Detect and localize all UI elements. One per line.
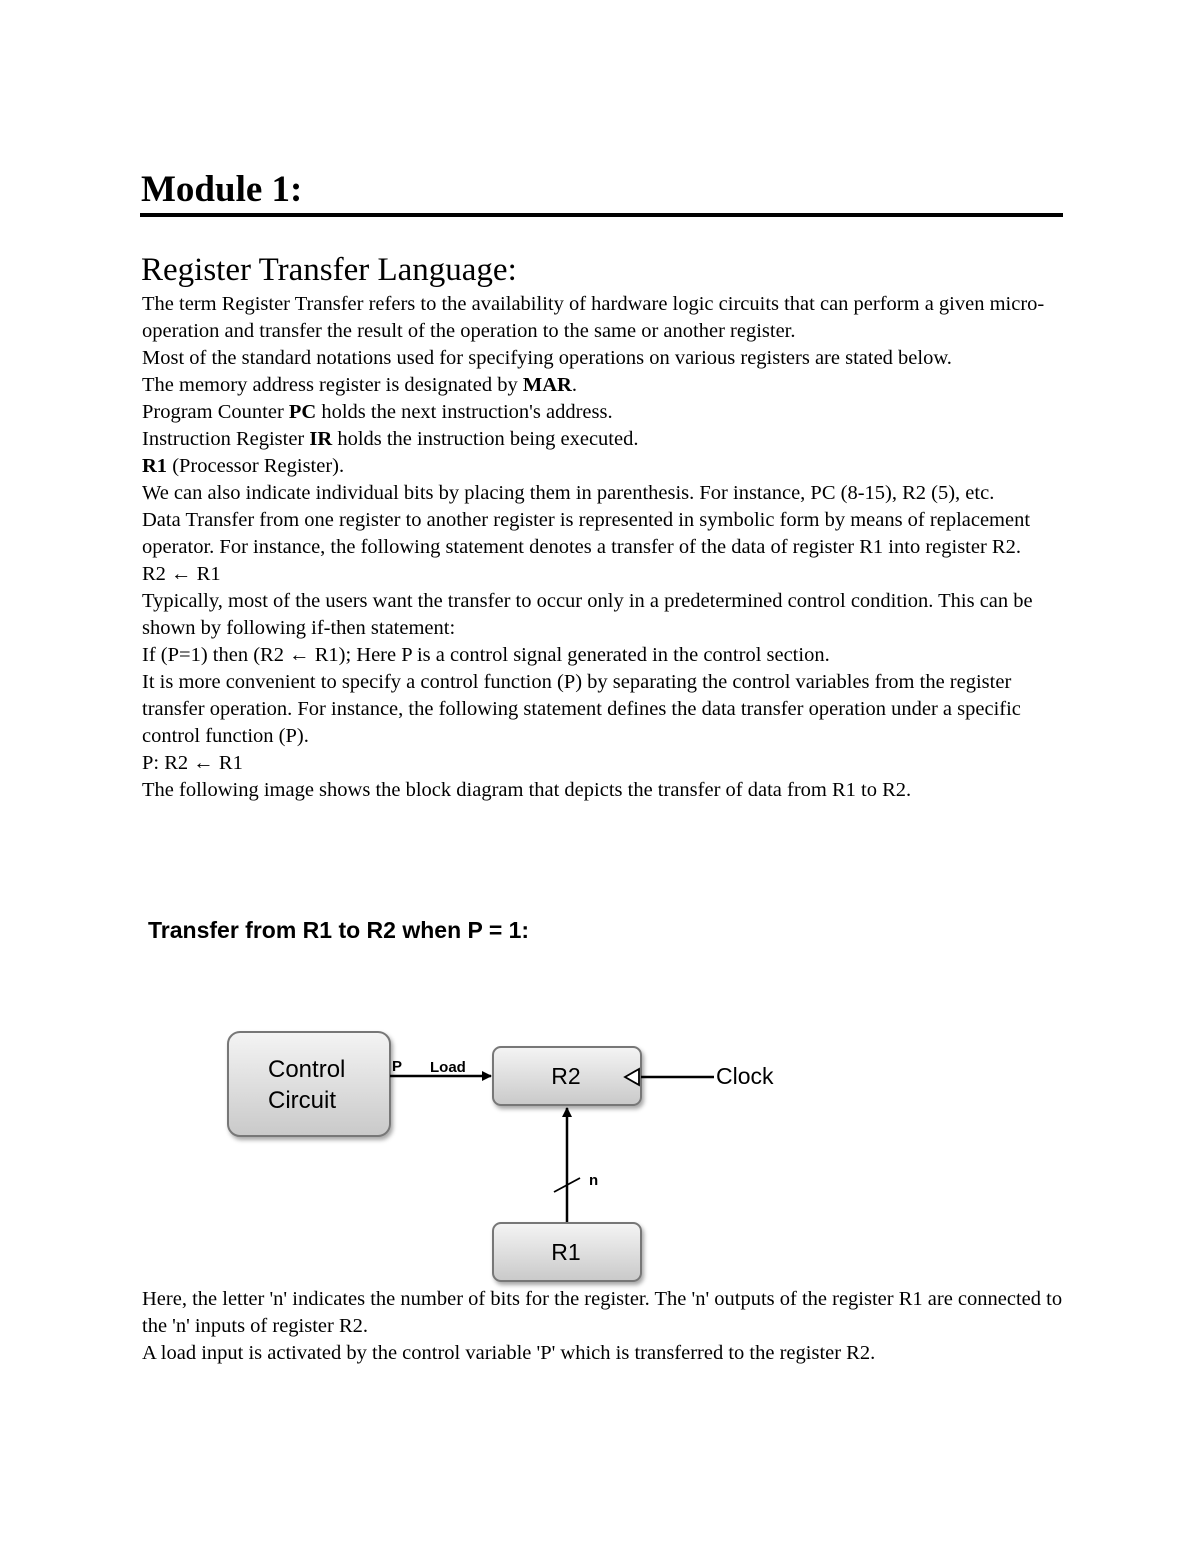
clock-label: Clock — [716, 1063, 774, 1089]
pc-term: PC — [288, 401, 317, 423]
explanation-text — [142, 1286, 1067, 1367]
paragraph-condition: Typically, most of the users want the transfer to occur only in a predetermined control condition. This can be shown by following if-then statement: — [142, 590, 1033, 639]
paragraph-definition: The term Register Transfer refers to the availability of hardware logic circuits that can perform a given micro-operation and transfer the result of the operation to the same or another register. — [142, 293, 1045, 342]
r1-label: R1 — [551, 1239, 581, 1265]
paragraph-pc: Program Counter PC holds the next instruction's address. — [142, 401, 613, 423]
paragraph-bits: We can also indicate individual bits by placing them in parenthesis. For instance, PC (8-15), R2 (5), etc. — [142, 482, 995, 504]
p-signal-label: P — [392, 1058, 403, 1075]
statement-control-function: P: R2 ← R1 — [142, 752, 243, 774]
statement-r2-r1: R2 ← R1 — [142, 563, 221, 585]
r1-term: R1 — [142, 455, 168, 477]
paragraph-data-transfer: Data Transfer from one register to another register is represented in symbolic form by means of replacement operator. For instance, the following statement denotes a transfer of the data of register R1 into register R2. — [142, 509, 1031, 558]
paragraph-notations: Most of the standard notations used for specifying operations on various registers are stated below. — [142, 347, 952, 369]
figure-title: Transfer from R1 to R2 when P = 1: — [148, 917, 530, 943]
paragraph-control-function: It is more convenient to specify a control function (P) by separating the control variables from the register transfer operation. For instance, the following statement defines the data transfer operation under a specific control function (P). — [142, 671, 1021, 747]
paragraph-ir: Instruction Register IR holds the instruction being executed. — [142, 428, 639, 450]
r2-block — [493, 1047, 641, 1105]
control-label: Control — [268, 1056, 346, 1083]
load-label: Load — [430, 1059, 466, 1076]
circuit-label: Circuit — [268, 1087, 337, 1114]
paragraph-load-input: A load input is activated by the control variable 'P' which is transferred to the register R2. — [142, 1342, 876, 1364]
paragraph-n-bits: Here, the letter 'n' indicates the number of bits for the register. The 'n' outputs of the register R1 are connected to the 'n' inputs of register R2. — [142, 1288, 1063, 1337]
r1-block — [493, 1223, 641, 1281]
section-heading: Register Transfer Language: — [141, 252, 517, 288]
n-bits-label: n — [589, 1172, 599, 1189]
control-circuit-block — [228, 1032, 390, 1136]
ir-term: IR — [309, 428, 333, 450]
statement-if-then: If (P=1) then (R2 ← R1); Here P is a control signal generated in the control section. — [142, 644, 830, 666]
paragraph-r1: R1 (Processor Register). — [142, 455, 345, 477]
paragraph-block-diagram: The following image shows the block diagram that depicts the transfer of data from R1 to R2. — [142, 779, 912, 801]
mar-term: MAR — [522, 374, 572, 396]
paragraph-mar: The memory address register is designated by MAR. — [142, 374, 577, 396]
module-title: Module 1: — [141, 169, 303, 210]
r2-label: R2 — [551, 1063, 581, 1089]
